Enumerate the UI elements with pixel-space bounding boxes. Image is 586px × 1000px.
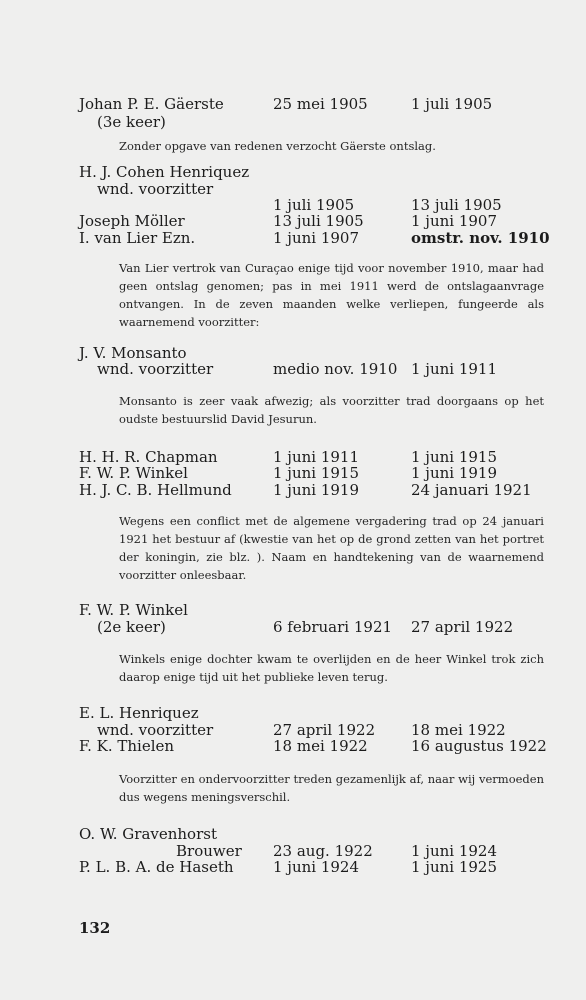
- entry-to: 1 juni 1907: [411, 212, 498, 230]
- entry-name-sub: wnd. voorzitter: [97, 721, 214, 739]
- note-paragraph: Van Lier vertrok van Curaçao enige tijd voor november 1910, maar had geen ontslag genomen; pas in mei 1911 werd de ontslagaanvrage ontvangen. In de zeven maanden welke verliepen, fungeerde als waarnemend voorzitter:: [119, 261, 544, 329]
- entry-name: E. L. Henriquez: [79, 704, 199, 722]
- entry-name: F. W. P. Winkel: [79, 464, 188, 482]
- entry-from: 13 juli 1905: [273, 212, 364, 230]
- entry-from: 1 juli 1905: [273, 196, 355, 214]
- entry-name-sub: (3e keer): [97, 113, 166, 131]
- entry-name: F. W. P. Winkel: [79, 601, 188, 619]
- entry-from: 1 juni 1907: [273, 229, 360, 247]
- entry-name-sub: Brouwer: [176, 842, 242, 860]
- entry-to: 1 juni 1911: [411, 360, 498, 378]
- entry-from: medio nov. 1910: [273, 360, 398, 378]
- entry-to: 1 juni 1924: [411, 842, 498, 860]
- entry-from: 1 juni 1924: [273, 858, 360, 876]
- entry-to: 1 juli 1905: [411, 95, 493, 113]
- entry-from: 1 juni 1915: [273, 464, 360, 482]
- entry-from: 27 april 1922: [273, 721, 376, 739]
- entry-name: Joseph Möller: [79, 212, 185, 230]
- page-number: 132: [79, 919, 111, 937]
- entry-from: 1 juni 1919: [273, 481, 360, 499]
- note-paragraph: Monsanto is zeer vaak afwezig; als voorzitter trad doorgaans op het oudste bestuurslid David Jesurun.: [119, 394, 544, 426]
- entry-name: H. J. C. B. Hellmund: [79, 481, 232, 499]
- entry-to: 27 april 1922: [411, 618, 514, 636]
- entry-name: I. van Lier Ezn.: [79, 229, 196, 247]
- entry-to: 1 juni 1915: [411, 448, 498, 466]
- entry-from: 1 juni 1911: [273, 448, 360, 466]
- note-paragraph: Voorzitter en ondervoorzitter treden gezamenlijk af, naar wij vermoeden dus wegens meningsverschil.: [119, 772, 544, 804]
- entry-name-sub: wnd. voorzitter: [97, 180, 214, 198]
- entry-name: H. J. Cohen Henriquez: [79, 163, 250, 181]
- entry-from: 6 februari 1921: [273, 618, 393, 636]
- entry-name: H. H. R. Chapman: [79, 448, 218, 466]
- entry-to: 16 augustus 1922: [411, 737, 547, 755]
- entry-name: O. W. Gravenhorst: [79, 825, 217, 843]
- entry-from: 18 mei 1922: [273, 737, 368, 755]
- note-paragraph: Wegens een conflict met de algemene vergadering trad op 24 januari 1921 het bestuur af (kwestie van het op de grond zetten van het portret der koningin, zie blz. ). Naam en handtekening van de waarnemend voorzitter onleesbaar.: [119, 514, 544, 582]
- entry-name: P. L. B. A. de Haseth: [79, 858, 234, 876]
- entry-from: 23 aug. 1922: [273, 842, 373, 860]
- entry-name-sub: (2e keer): [97, 618, 166, 636]
- entry-name: Johan P. E. Gäerste: [79, 95, 224, 113]
- entry-name: J. V. Monsanto: [79, 344, 187, 362]
- note-paragraph: Zonder opgave van redenen verzocht Gäerste ontslag.: [119, 139, 436, 153]
- entry-to: 13 juli 1905: [411, 196, 502, 214]
- entry-to: 18 mei 1922: [411, 721, 506, 739]
- entry-name-sub: wnd. voorzitter: [97, 360, 214, 378]
- entry-to: 24 januari 1921: [411, 481, 532, 499]
- entry-from: 25 mei 1905: [273, 95, 368, 113]
- entry-name: F. K. Thielen: [79, 737, 175, 755]
- entry-to: 1 juni 1919: [411, 464, 498, 482]
- entry-to: omstr. nov. 1910: [411, 229, 550, 247]
- entry-to: 1 juni 1925: [411, 858, 498, 876]
- note-paragraph: Winkels enige dochter kwam te overlijden en de heer Winkel trok zich daarop enige tijd uit het publieke leven terug.: [119, 652, 544, 684]
